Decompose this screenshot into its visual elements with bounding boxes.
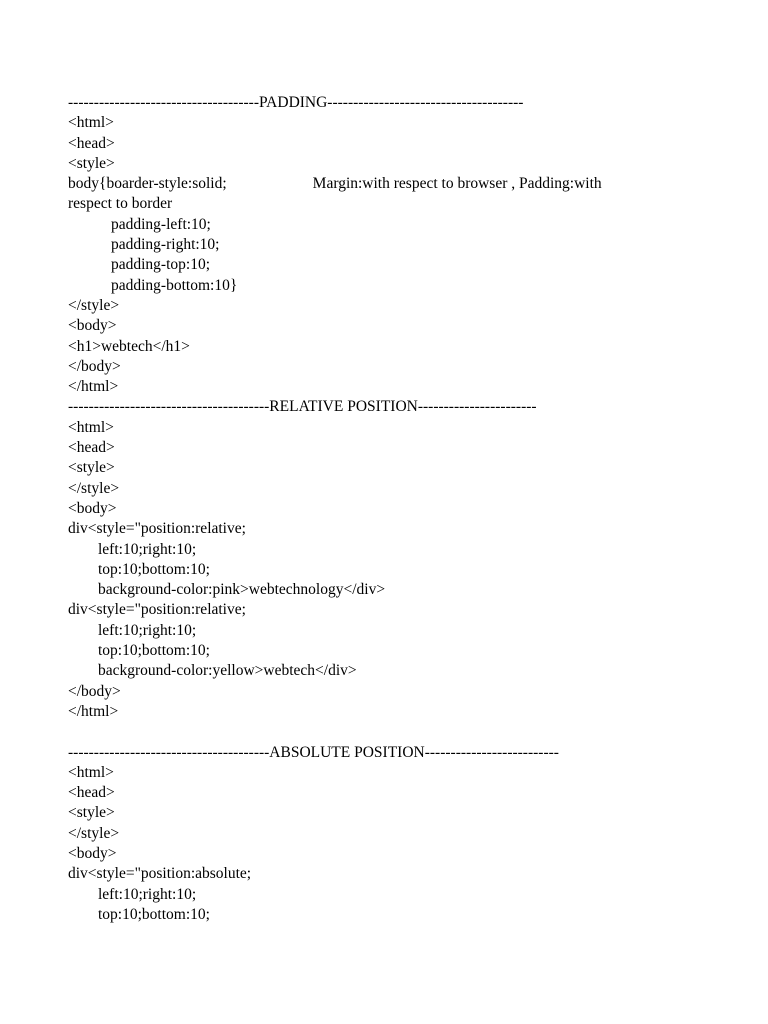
- code-line: <html>: [68, 114, 114, 132]
- code-line: <body>: [68, 844, 117, 862]
- code-line: <head>: [68, 784, 115, 802]
- code-line: </html>: [68, 378, 119, 396]
- code-line: padding-bottom:10}: [111, 276, 238, 294]
- code-line: <body>: [68, 499, 117, 517]
- padding-section: [68, 93, 708, 397]
- code-line: <html>: [68, 418, 114, 436]
- code-line: </style>: [68, 296, 120, 314]
- code-line: <style>: [68, 804, 115, 822]
- code-line: left:10;right:10;: [98, 621, 197, 639]
- code-line: <head>: [68, 439, 115, 457]
- relative-position-section: [68, 397, 708, 722]
- body-rule-line: [68, 174, 708, 194]
- code-line: div<style="position:relative;: [68, 520, 246, 538]
- margin-padding-note-continuation: respect to border: [68, 195, 173, 213]
- padding-heading: -------------------------------------PADDING--------------------------------------: [68, 94, 524, 111]
- code-line: top:10;bottom:10;: [98, 905, 210, 923]
- code-line: top:10;bottom:10;: [98, 560, 210, 578]
- code-line: padding-top:10;: [111, 256, 211, 274]
- code-line: </style>: [68, 824, 120, 842]
- code-line: padding-right:10;: [111, 236, 220, 254]
- code-line: </style>: [68, 479, 120, 497]
- code-line: left:10;right:10;: [98, 885, 197, 903]
- code-line: <html>: [68, 763, 114, 781]
- body-rule: body{boarder-style:solid;: [68, 175, 227, 193]
- code-line: padding-left:10;: [111, 215, 211, 233]
- absolute-position-section: [68, 743, 708, 926]
- code-line: <h1>webtech</h1>: [68, 337, 190, 355]
- code-line: </body>: [68, 357, 121, 375]
- code-line: <head>: [68, 134, 115, 152]
- code-line: <body>: [68, 317, 117, 335]
- code-line: div<style="position:absolute;: [68, 865, 252, 883]
- code-line: top:10;bottom:10;: [98, 642, 210, 660]
- code-line: background-color:yellow>webtech</div>: [98, 662, 357, 680]
- code-line: div<style="position:relative;: [68, 601, 246, 619]
- margin-padding-note: Margin:with respect to browser , Padding:with: [312, 175, 602, 193]
- code-line: background-color:pink>webtechnology</div>: [98, 581, 386, 599]
- relative-position-heading: ---------------------------------------RELATIVE POSITION-----------------------: [68, 398, 537, 416]
- code-line: </html>: [68, 702, 119, 720]
- code-line: <style>: [68, 154, 115, 172]
- code-line: left:10;right:10;: [98, 540, 197, 558]
- code-line: </body>: [68, 682, 121, 700]
- document-page: [68, 93, 708, 925]
- code-line: <style>: [68, 459, 115, 477]
- absolute-position-heading: ---------------------------------------ABSOLUTE POSITION--------------------------: [68, 743, 559, 761]
- blank-line: [68, 722, 708, 742]
